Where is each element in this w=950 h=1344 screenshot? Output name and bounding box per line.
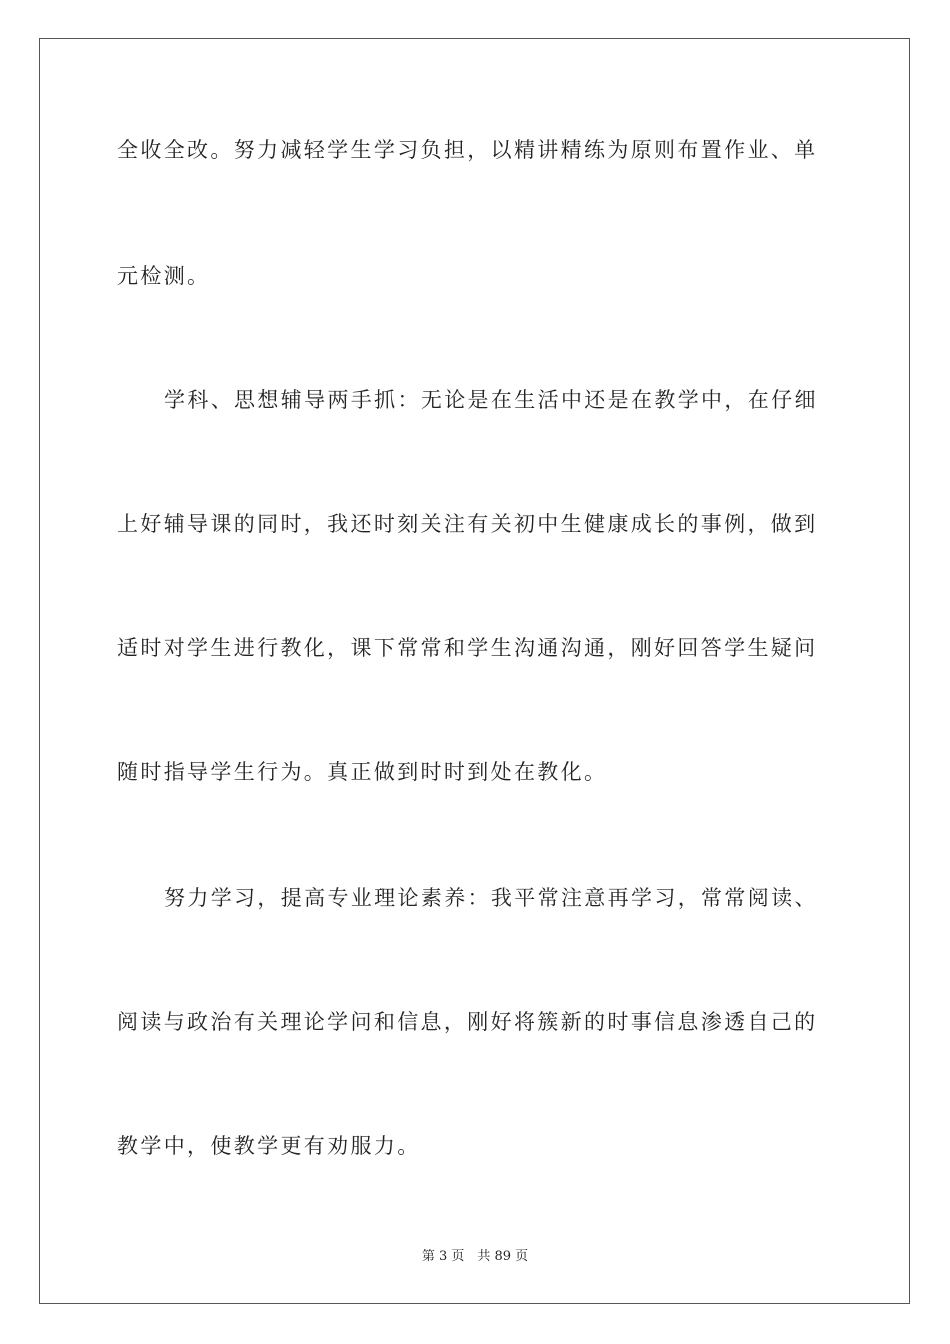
page-number-footer: 第 3 页 共 89 页 [421, 1249, 529, 1264]
body-text-line: 阅读与政治有关理论学问和信息，刚好将簇新的时事信息渗透自己的 [117, 1010, 818, 1034]
body-text-line: 适时对学生进行教化，课下常常和学生沟通沟通，刚好回答学生疑问 [117, 636, 818, 660]
body-text-line: 教学中，使教学更有劝服力。 [117, 1134, 421, 1158]
page-border [39, 38, 910, 1304]
paragraph-first-line: 学科、思想辅导两手抓：无论是在生活中还是在教学中，在仔细 [164, 388, 818, 412]
body-text-line: 上好辅导课的同时，我还时刻关注有关初中生健康成长的事例，做到 [117, 512, 818, 536]
body-text-line: 随时指导学生行为。真正做到时时到处在教化。 [117, 760, 608, 784]
body-text-line: 元检测。 [117, 264, 211, 288]
paragraph-first-line: 努力学习，提高专业理论素养：我平常注意再学习，常常阅读、 [164, 886, 818, 910]
body-text-line: 全收全改。努力减轻学生学习负担，以精讲精练为原则布置作业、单 [117, 138, 818, 162]
